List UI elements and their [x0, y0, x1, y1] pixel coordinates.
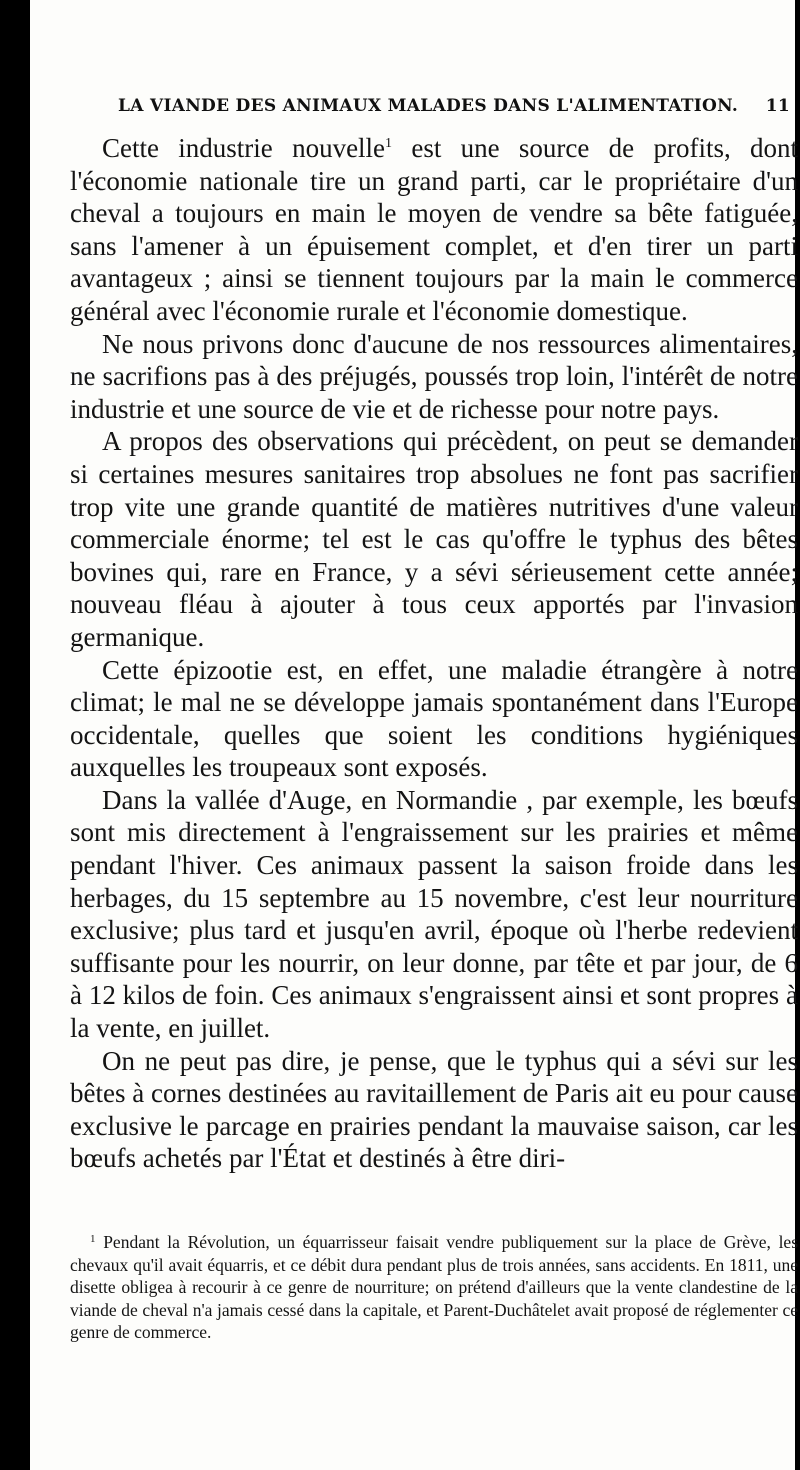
footnote-text: Pendant la Révolution, un équarrisseur faisait vendre publiquement sur la place de Grève, les chevaux qu'il avait équarris, et ce débit dura pendant plus de trois années, sans accidents. En 1811, une disette obligea à recourir à ce genre de nourriture; on prétend d'ailleurs que la vente clandestine de la viande de cheval n'a jamais cessé dans la capitale, et Parent-Duchâtelet avait proposé de réglementer ce genre de commerce. [70, 1232, 799, 1343]
running-title: LA VIANDE DES ANIMAUX MALADES DANS L'ALIMENTATION. [118, 96, 739, 116]
page-number: 11 [765, 96, 790, 116]
book-page [30, 0, 799, 1470]
footnote-marker: 1 [90, 1233, 96, 1245]
paragraph-1 [70, 132, 798, 328]
paragraph-5: Dans la vallée d'Auge, en Normandie , par exemple, les bœufs sont mis directement à l'engraissement sur les prairies et même pendant l'hiver. Ces animaux passent la saison froide dans les herbages, du 15 septembre au 15 novembre, c'est leur nourriture exclusive; plus tard et jusqu'en avril, époque où l'herbe redevient suffisante pour les nourrir, on leur donne, par tête et par jour, de 6 à 12 kilos de foin. Ces animaux s'engraissent ainsi et sont propres à la vente, en juillet. [70, 784, 798, 1044]
footnote-paragraph [70, 1231, 798, 1344]
paragraph-1-start: Cette industrie nouvelle [102, 133, 386, 163]
paragraph-6: On ne peut pas dire, je pense, que le typhus qui a sévi sur les bêtes à cornes destinées au ravitaillement de Paris ait eu pour cause exclusive le parcage en prairies pendant la mauvaise saison, car les bœufs achetés par l'État et destinés à être diri- [70, 1045, 798, 1174]
paragraph-4: Cette épizootie est, en effet, une maladie étrangère à notre climat; le mal ne se développe jamais spontanément dans l'Europe occidentale, quelles que soient les conditions hygiéniques auxquelles les troupeaux sont exposés. [70, 654, 798, 783]
paragraph-3: A propos des observations qui précèdent, on peut se demander si certaines mesures sanitaires trop absolues ne font pas sacrifier trop vite une grande quantité de matières nutritives d'une valeur commerciale énorme; tel est le cas qu'offre le typhus des bêtes bovines qui, rare en France, y a sévi sérieusement cette année; nouveau fléau à ajouter à tous ceux apportés par l'invasion germanique. [70, 426, 798, 652]
body-text [70, 132, 798, 1175]
paragraph-2: Ne nous privons donc d'aucune de nos ressources alimentaires, ne sacrifions pas à des préjugés, poussés trop loin, l'intérêt de notre industrie et une source de vie et de richesse pour notre pays. [70, 328, 798, 424]
paragraph-1-rest: est une source de profits, dont l'économie nationale tire un grand parti, car le propriétaire d'un cheval a toujours en main le moyen de vendre sa bête fatiguée, sans l'amener à un épuisement complet, et d'en tirer un parti avantageux ; ainsi se tiennent toujours par la main le commerce général avec l'économie rurale et l'économie domestique. [70, 133, 799, 326]
running-head [118, 96, 800, 116]
footnote [70, 1231, 798, 1344]
footnote-reference: 1 [385, 136, 393, 151]
